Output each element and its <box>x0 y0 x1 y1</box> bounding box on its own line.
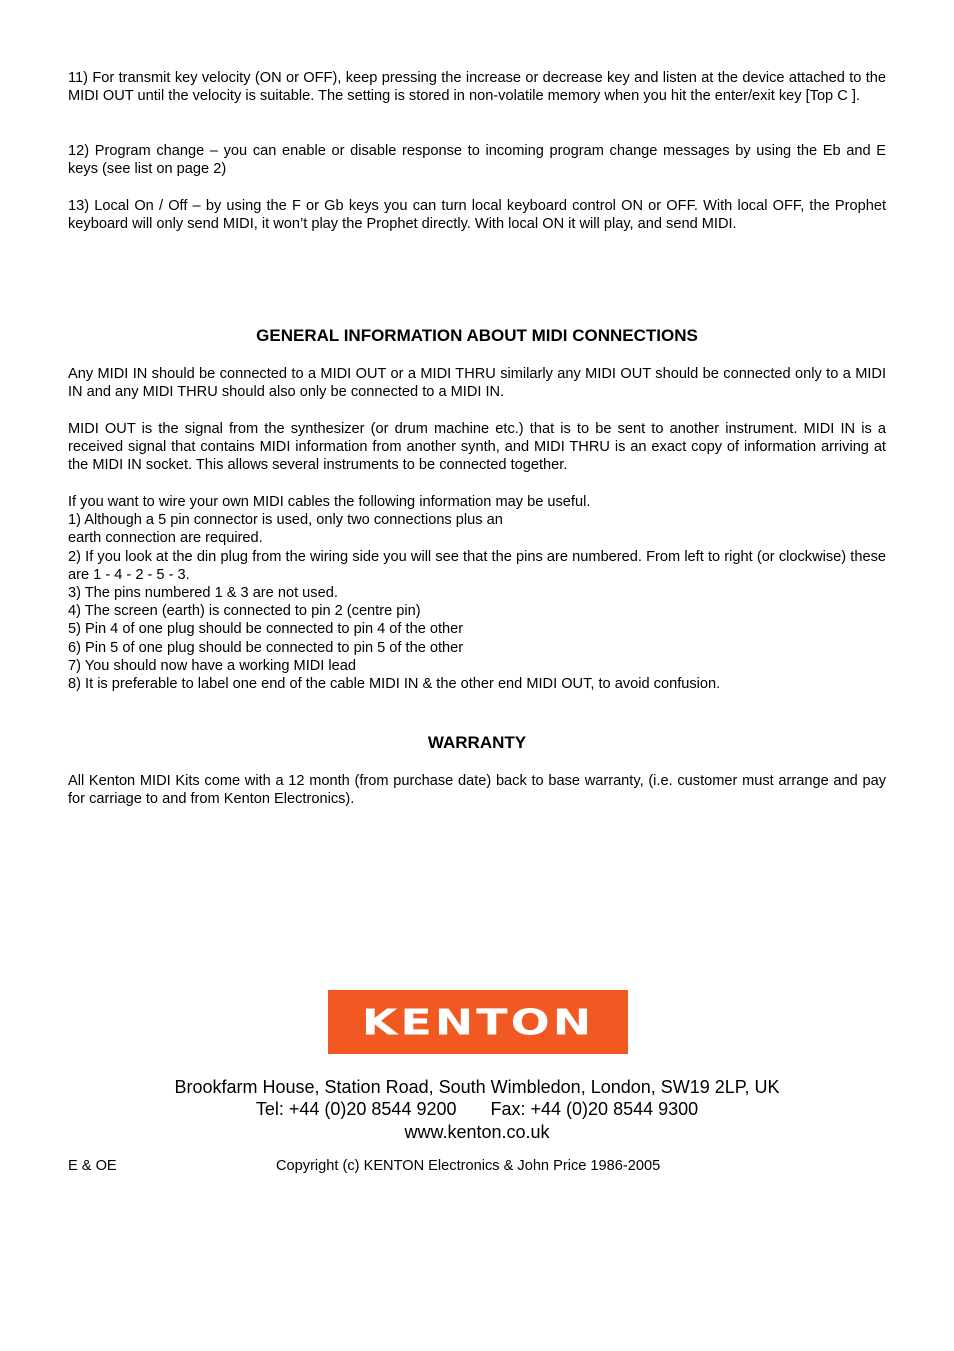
midi-para-2-text: MIDI OUT is the signal from the synthesizer (or drum machine etc.) that is to be sent to another instrument. MIDI IN is a received signal that contains MIDI information from another synth, and MIDI THRU is an exact copy of information arriving at the MIDI IN socket. This allows several instruments to be connected together. <box>68 421 886 474</box>
item-13-text: 13) Local On / Off – by using the F or Gb keys you can turn local keyboard control ON or OFF. With local OFF, the Prophet keyboard will only send MIDI, it won’t play the Prophet directly. With local ON it will play, and send MIDI. <box>68 198 886 233</box>
wiring-intro: If you want to wire your own MIDI cables the following information may be useful. <box>68 494 591 510</box>
telephone: Tel: +44 (0)20 8544 9200 <box>255 1099 457 1119</box>
item-12-text: 12) Program change – you can enable or disable response to incoming program change messages by using the Eb and E keys (see list on page 2) <box>68 143 886 178</box>
kenton-logo <box>328 990 628 1054</box>
fax: Fax: +44 (0)20 8544 9300 <box>490 1099 699 1119</box>
wiring-step-8: 8) It is preferable to label one end of the cable MIDI IN & the other end MIDI OUT, to avoid confusion. <box>68 676 721 693</box>
midi-section-heading: GENERAL INFORMATION ABOUT MIDI CONNECTIONS <box>256 326 698 345</box>
wiring-step-1a: 1) Although a 5 pin connector is used, only two connections plus an <box>68 512 503 529</box>
footer-copyright: Copyright (c) KENTON Electronics & John Price 1986-2005 <box>276 1158 661 1174</box>
wiring-step-1b: earth connection are required. <box>68 530 263 547</box>
warranty-para <box>68 772 886 808</box>
item-13 <box>68 197 886 233</box>
wiring-step-5: 5) Pin 4 of one plug should be connected to pin 4 of the other <box>68 621 464 638</box>
wiring-step-6: 6) Pin 5 of one plug should be connected to pin 5 of the other <box>68 639 464 656</box>
wiring-step-7: 7) You should now have a working MIDI lead <box>68 657 356 674</box>
item-12 <box>68 142 886 178</box>
website: www.kenton.co.uk <box>404 1122 550 1142</box>
midi-para-1 <box>68 365 886 401</box>
item-11 <box>68 69 886 105</box>
footer-eoe: E & OE <box>68 1158 117 1174</box>
midi-para-1-text: Any MIDI IN should be connected to a MIDI OUT or a MIDI THRU similarly any MIDI OUT should be connected only to a MIDI IN and any MIDI THRU should also only be connected to a MIDI IN. <box>68 366 886 401</box>
warranty-heading: WARRANTY <box>427 733 527 752</box>
kenton-logo-text: KENTON <box>361 1000 595 1044</box>
address-line: Brookfarm House, Station Road, South Wimbledon, London, SW19 2LP, UK <box>174 1077 780 1097</box>
wiring-list <box>68 493 886 693</box>
item-11-text: 11) For transmit key velocity (ON or OFF), keep pressing the increase or decrease key and listen at the device attached to the MIDI OUT until the velocity is suitable. The setting is stored in non-volatile memory when you hit the enter/exit key [Top C ]. <box>68 70 886 105</box>
wiring-step-2: 2) If you look at the din plug from the wiring side you will see that the pins are numbered. From left to right (or clockwise) these are 1 - 4 - 2 - 5 - 3. <box>68 548 886 583</box>
warranty-text: All Kenton MIDI Kits come with a 12 month (from purchase date) back to base warranty, (i.e. customer must arrange and pay for carriage to and from Kenton Electronics). <box>68 773 886 808</box>
phone-line <box>0 1098 954 1120</box>
wiring-step-3: 3) The pins numbered 1 & 3 are not used. <box>68 585 338 602</box>
wiring-step-4: 4) The screen (earth) is connected to pin 2 (centre pin) <box>68 603 421 620</box>
midi-para-2 <box>68 420 886 475</box>
